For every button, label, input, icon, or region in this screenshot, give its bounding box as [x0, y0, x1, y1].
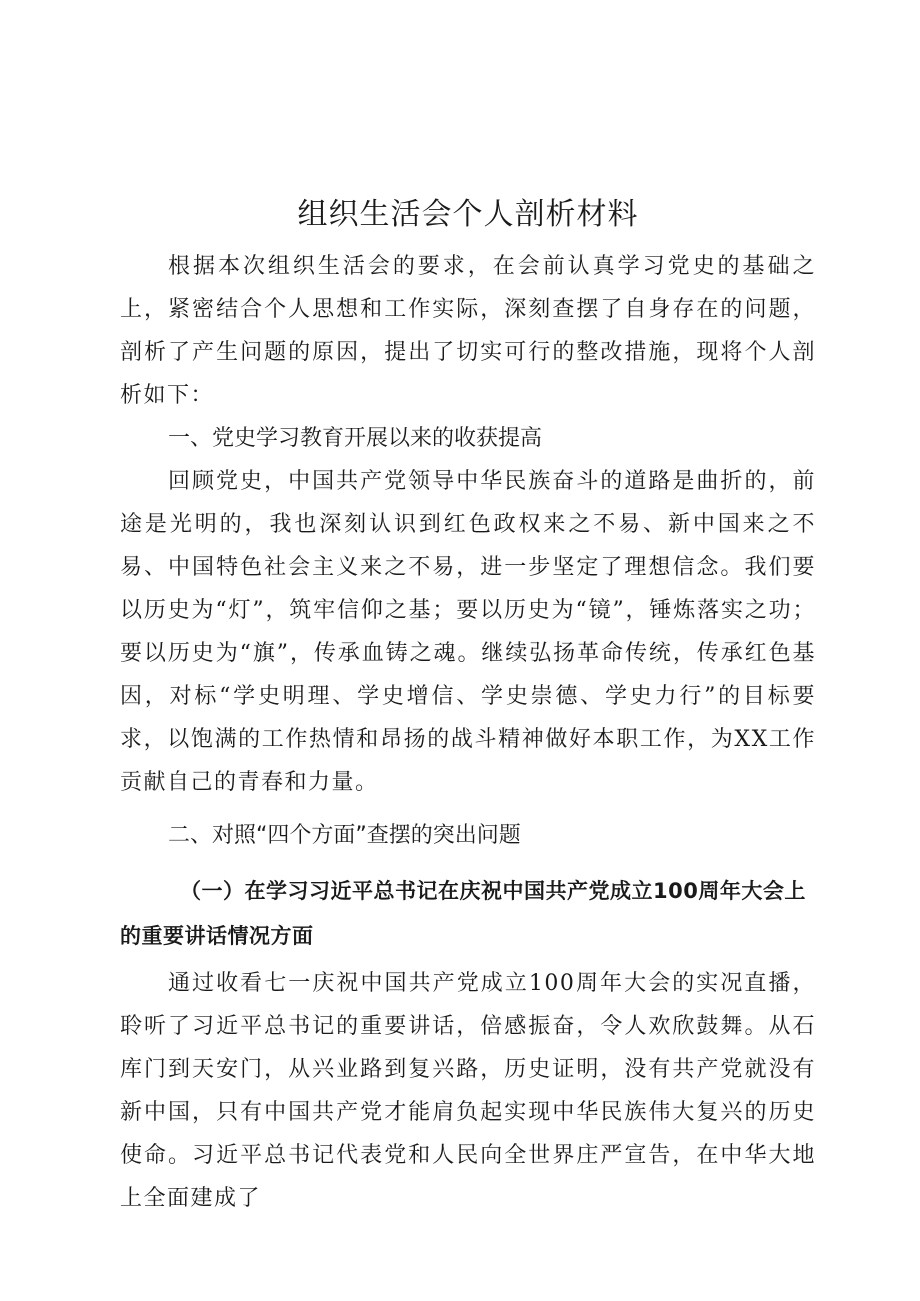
- section-1-heading: 一、党史学习教育开展以来的收获提高: [168, 426, 543, 451]
- page-title: 组织生活会个人剖析材料: [297, 197, 639, 232]
- section-2-heading: 二、对照“四个方面”查摆的突出问题: [168, 823, 521, 848]
- document-content: [120, 195, 816, 1220]
- subsection-1-paragraph: 通过收看七一庆祝中国共产党成立100周年大会的实况直播，聆听了习近平总书记的重要讲话，倍感振奋，令人欢欣鼓舞。从石库门到天安门，从兴业路到复兴路，历史证明，没有共产党就没有新中国，只有中国共产党才能肩负起实现中华民族伟大复兴的历史使命。习近平总书记代表党和人民向全世界庄严宣告，在中华大地上全面建成了: [120, 971, 816, 1211]
- section-1-paragraph: 回顾党史，中国共产党领导中华民族奋斗的道路是曲折的，前途是光明的，我也深刻认识到红色政权来之不易、新中国来之不易、中国特色社会主义来之不易，进一步坚定了理想信念。我们要以历史为“灯”，筑牢信仰之基；要以历史为“镜”，锤炼落实之功；要以历史为“旗”，传承血铸之魂。继续弘扬革命传统，传承红色基因，对标“学史明理、学史增信、学史崇德、学史力行”的目标要求，以饱满的工作热情和昂扬的战斗精神做好本职工作，为XX工作贡献自己的青春和力量。: [120, 469, 816, 795]
- subsection-1-heading: （一）在学习习近平总书记在庆祝中国共产党成立100周年大会上的重要讲话情况方面: [120, 879, 806, 948]
- intro-paragraph: 根据本次组织生活会的要求，在会前认真学习党史的基础之上，紧密结合个人思想和工作实际，深刻查摆了自身存在的问题，剖析了产生问题的原因，提出了切实可行的整改措施，现将个人剖析如下：: [120, 254, 816, 408]
